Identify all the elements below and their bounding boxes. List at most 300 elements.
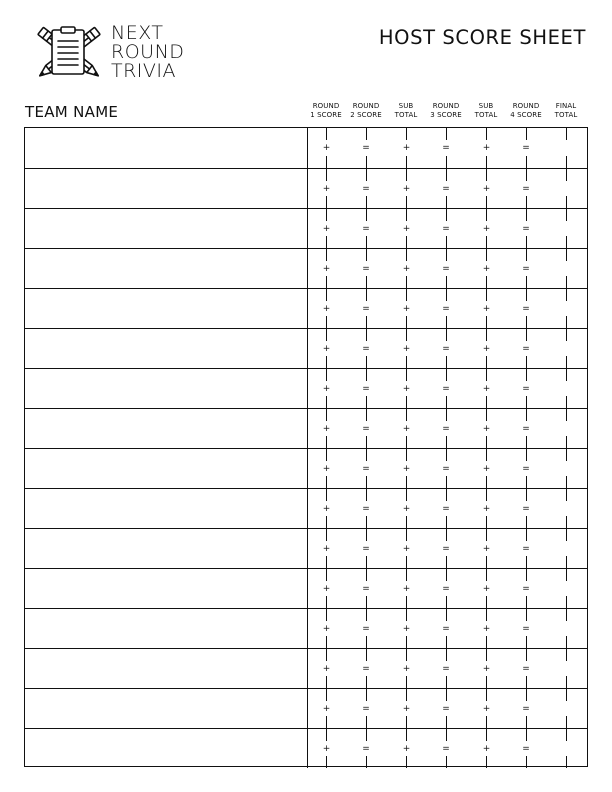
score-cell-1[interactable]: [306, 369, 346, 408]
score-cell-3[interactable]: [386, 329, 426, 368]
score-cell-3[interactable]: [386, 209, 426, 248]
score-cell-7[interactable]: [546, 209, 586, 248]
score-cell-1[interactable]: [306, 529, 346, 568]
cell-divider-tick: [526, 289, 527, 301]
score-cell-4[interactable]: [426, 569, 466, 608]
cell-divider-tick: [326, 689, 327, 701]
score-cell-5[interactable]: [466, 729, 506, 768]
cell-divider-tick: [566, 276, 567, 288]
score-cell-4[interactable]: [426, 649, 466, 688]
score-cell-5[interactable]: [466, 529, 506, 568]
score-cell-6[interactable]: [506, 569, 546, 608]
cell-divider-tick: [486, 249, 487, 261]
plus-sign: +: [322, 544, 331, 554]
cell-divider-tick: [446, 356, 447, 368]
plus-sign: +: [482, 424, 491, 434]
cell-divider-tick: [446, 169, 447, 181]
team-name-cell[interactable]: [25, 689, 308, 728]
score-cell-7[interactable]: [546, 249, 586, 288]
cell-divider-tick: [486, 649, 487, 661]
score-cell-6[interactable]: [506, 249, 546, 288]
score-cell-3[interactable]: [386, 289, 426, 328]
cell-divider-tick: [566, 409, 567, 421]
cell-divider-tick: [526, 489, 527, 501]
cell-divider-tick: [446, 729, 447, 741]
cell-divider-tick: [326, 316, 327, 328]
score-cell-2[interactable]: [346, 649, 386, 688]
plus-sign: +: [322, 143, 331, 153]
score-cell-2[interactable]: [346, 329, 386, 368]
team-name-header: TEAM NAME: [25, 103, 119, 121]
plus-sign: +: [322, 664, 331, 674]
cell-divider-tick: [366, 569, 367, 581]
score-cell-4[interactable]: [426, 529, 466, 568]
score-cell-5[interactable]: [466, 249, 506, 288]
cell-divider-tick: [406, 316, 407, 328]
equals-sign: =: [362, 504, 370, 514]
team-name-cell[interactable]: [25, 569, 308, 608]
cell-divider-tick: [486, 529, 487, 541]
equals-sign: =: [362, 584, 370, 594]
score-cell-2[interactable]: [346, 169, 386, 208]
score-cell-6[interactable]: [506, 609, 546, 648]
cell-divider-tick: [486, 236, 487, 248]
cell-divider-tick: [366, 369, 367, 381]
plus-sign: +: [482, 504, 491, 514]
cell-divider-tick: [366, 396, 367, 408]
cell-divider-tick: [566, 609, 567, 621]
cell-divider-tick: [526, 609, 527, 621]
cell-divider-tick: [366, 649, 367, 661]
score-cell-6[interactable]: [506, 289, 546, 328]
cell-divider-tick: [326, 236, 327, 248]
team-name-cell[interactable]: [25, 169, 308, 208]
cell-divider-tick: [526, 676, 527, 688]
team-name-cell[interactable]: [25, 529, 308, 568]
score-cell-2[interactable]: [346, 209, 386, 248]
score-cell-5[interactable]: [466, 128, 506, 168]
score-cell-2[interactable]: [346, 128, 386, 168]
cell-divider-tick: [326, 516, 327, 528]
score-cell-2[interactable]: [346, 449, 386, 488]
cell-divider-tick: [406, 449, 407, 461]
score-cell-5[interactable]: [466, 369, 506, 408]
cell-divider-tick: [566, 676, 567, 688]
equals-sign: =: [362, 384, 370, 394]
plus-sign: +: [402, 544, 411, 554]
cell-divider-tick: [406, 569, 407, 581]
cell-divider-tick: [446, 156, 447, 168]
score-cell-4[interactable]: [426, 729, 466, 768]
column-header-line2: TOTAL: [474, 111, 498, 119]
cell-divider-tick: [326, 276, 327, 288]
cell-divider-tick: [486, 128, 487, 140]
score-cell-7[interactable]: [546, 609, 586, 648]
score-cell-6[interactable]: [506, 369, 546, 408]
score-cell-3[interactable]: [386, 729, 426, 768]
logo-line-next: NEXT: [111, 22, 164, 44]
cell-divider-tick: [486, 196, 487, 208]
team-name-cell[interactable]: [25, 289, 308, 328]
score-cell-3[interactable]: [386, 529, 426, 568]
score-cell-7[interactable]: [546, 689, 586, 728]
cell-divider-tick: [526, 409, 527, 421]
score-cell-5[interactable]: [466, 329, 506, 368]
cell-divider-tick: [406, 676, 407, 688]
cell-divider-tick: [486, 556, 487, 568]
table-row: [25, 528, 587, 568]
score-cell-2[interactable]: [346, 289, 386, 328]
score-cell-2[interactable]: [346, 569, 386, 608]
score-cell-6[interactable]: [506, 489, 546, 528]
cell-divider-tick: [526, 369, 527, 381]
score-cell-4[interactable]: [426, 609, 466, 648]
equals-sign: =: [362, 224, 370, 234]
plus-sign: +: [402, 384, 411, 394]
plus-sign: +: [322, 624, 331, 634]
equals-sign: =: [442, 584, 450, 594]
score-cell-6[interactable]: [506, 449, 546, 488]
score-cell-7[interactable]: [546, 529, 586, 568]
cell-divider-tick: [326, 449, 327, 461]
cell-divider-tick: [366, 729, 367, 741]
cell-divider-tick: [446, 636, 447, 648]
cell-divider-tick: [326, 409, 327, 421]
table-row: [25, 328, 587, 368]
score-cell-2[interactable]: [346, 409, 386, 448]
score-cell-3[interactable]: [386, 128, 426, 168]
cell-divider-tick: [566, 209, 567, 221]
cell-divider-tick: [486, 369, 487, 381]
cell-divider-tick: [366, 329, 367, 341]
score-cell-1[interactable]: [306, 729, 346, 768]
team-name-cell[interactable]: [25, 329, 308, 368]
team-name-cell[interactable]: [25, 128, 308, 168]
score-cell-1[interactable]: [306, 609, 346, 648]
score-cell-1[interactable]: [306, 449, 346, 488]
cell-divider-tick: [366, 516, 367, 528]
cell-divider-tick: [486, 756, 487, 768]
score-cell-7[interactable]: [546, 169, 586, 208]
cell-divider-tick: [326, 756, 327, 768]
score-cell-5[interactable]: [466, 569, 506, 608]
score-cell-2[interactable]: [346, 729, 386, 768]
score-cell-1[interactable]: [306, 489, 346, 528]
score-cell-1[interactable]: [306, 569, 346, 608]
score-cell-6[interactable]: [506, 689, 546, 728]
cell-divider-tick: [406, 169, 407, 181]
cell-divider-tick: [566, 636, 567, 648]
cell-divider-tick: [406, 356, 407, 368]
cell-divider-tick: [326, 529, 327, 541]
score-cell-7[interactable]: [546, 369, 586, 408]
cell-divider-tick: [526, 396, 527, 408]
score-cell-3[interactable]: [386, 609, 426, 648]
score-cell-5[interactable]: [466, 289, 506, 328]
team-name-cell[interactable]: [25, 249, 308, 288]
column-header-line1: ROUND: [312, 102, 340, 110]
cell-divider-tick: [566, 716, 567, 728]
plus-sign: +: [402, 624, 411, 634]
equals-sign: =: [362, 744, 370, 754]
cell-divider-tick: [526, 128, 527, 140]
cell-divider-tick: [566, 169, 567, 181]
logo-wordmark: [111, 24, 184, 81]
score-cell-5[interactable]: [466, 689, 506, 728]
score-cell-5[interactable]: [466, 489, 506, 528]
team-name-cell[interactable]: [25, 729, 308, 768]
table-row: [25, 488, 587, 528]
score-cell-3[interactable]: [386, 169, 426, 208]
cell-divider-tick: [446, 289, 447, 301]
score-cell-3[interactable]: [386, 409, 426, 448]
score-cell-7[interactable]: [546, 329, 586, 368]
score-cell-1[interactable]: [306, 329, 346, 368]
score-cell-1[interactable]: [306, 689, 346, 728]
cell-divider-tick: [406, 729, 407, 741]
cell-divider-tick: [446, 689, 447, 701]
equals-sign: =: [442, 304, 450, 314]
plus-sign: +: [482, 143, 491, 153]
cell-divider-tick: [366, 676, 367, 688]
column-header-line1: SUB: [478, 102, 494, 110]
team-name-cell[interactable]: [25, 609, 308, 648]
cell-divider-tick: [486, 636, 487, 648]
cell-divider-tick: [526, 169, 527, 181]
cell-divider-tick: [566, 569, 567, 581]
score-cell-6[interactable]: [506, 209, 546, 248]
score-cell-7[interactable]: [546, 289, 586, 328]
column-header-line2: 3 SCORE: [430, 111, 462, 119]
score-cell-5[interactable]: [466, 649, 506, 688]
cell-divider-tick: [566, 249, 567, 261]
team-name-cell[interactable]: [25, 449, 308, 488]
plus-sign: +: [482, 304, 491, 314]
score-cell-1[interactable]: [306, 128, 346, 168]
score-cell-3[interactable]: [386, 569, 426, 608]
cell-divider-tick: [446, 449, 447, 461]
cell-divider-tick: [566, 756, 567, 768]
cell-divider-tick: [566, 128, 567, 140]
score-cell-1[interactable]: [306, 209, 346, 248]
score-cell-2[interactable]: [346, 609, 386, 648]
score-cell-4[interactable]: [426, 409, 466, 448]
cell-divider-tick: [566, 369, 567, 381]
score-cell-2[interactable]: [346, 489, 386, 528]
cell-divider-tick: [486, 596, 487, 608]
cell-divider-tick: [526, 756, 527, 768]
plus-sign: +: [322, 584, 331, 594]
table-row: [25, 168, 587, 208]
cell-divider-tick: [406, 128, 407, 140]
score-cell-5[interactable]: [466, 609, 506, 648]
cell-divider-tick: [326, 596, 327, 608]
score-cell-2[interactable]: [346, 529, 386, 568]
score-cell-4[interactable]: [426, 329, 466, 368]
cell-divider-tick: [326, 196, 327, 208]
table-row: [25, 608, 587, 648]
cell-divider-tick: [446, 569, 447, 581]
score-cell-7[interactable]: [546, 569, 586, 608]
score-cell-2[interactable]: [346, 369, 386, 408]
cell-divider-tick: [446, 369, 447, 381]
score-cell-3[interactable]: [386, 689, 426, 728]
equals-sign: =: [442, 224, 450, 234]
plus-sign: +: [402, 504, 411, 514]
score-cell-3[interactable]: [386, 489, 426, 528]
cell-divider-tick: [566, 489, 567, 501]
score-cell-6[interactable]: [506, 329, 546, 368]
score-cell-4[interactable]: [426, 689, 466, 728]
score-cell-6[interactable]: [506, 128, 546, 168]
score-cell-6[interactable]: [506, 169, 546, 208]
column-header-1: [306, 102, 346, 120]
cell-divider-tick: [566, 236, 567, 248]
score-cell-6[interactable]: [506, 409, 546, 448]
cell-divider-tick: [406, 289, 407, 301]
score-cell-2[interactable]: [346, 689, 386, 728]
score-cell-1[interactable]: [306, 409, 346, 448]
equals-sign: =: [522, 584, 530, 594]
score-cell-7[interactable]: [546, 449, 586, 488]
score-cell-6[interactable]: [506, 649, 546, 688]
score-cell-5[interactable]: [466, 409, 506, 448]
cell-divider-tick: [366, 689, 367, 701]
score-cell-7[interactable]: [546, 649, 586, 688]
score-cell-6[interactable]: [506, 529, 546, 568]
cell-divider-tick: [406, 196, 407, 208]
score-cell-4[interactable]: [426, 369, 466, 408]
cell-divider-tick: [446, 596, 447, 608]
equals-sign: =: [442, 664, 450, 674]
plus-sign: +: [482, 384, 491, 394]
plus-sign: +: [402, 744, 411, 754]
plus-sign: +: [482, 584, 491, 594]
equals-sign: =: [522, 304, 530, 314]
cell-divider-tick: [526, 476, 527, 488]
cell-divider-tick: [406, 156, 407, 168]
score-cell-4[interactable]: [426, 449, 466, 488]
equals-sign: =: [362, 464, 370, 474]
cell-divider-tick: [326, 636, 327, 648]
equals-sign: =: [442, 143, 450, 153]
column-header-4: [426, 102, 466, 120]
cell-divider-tick: [526, 636, 527, 648]
plus-sign: +: [322, 344, 331, 354]
score-cell-5[interactable]: [466, 169, 506, 208]
score-cell-6[interactable]: [506, 729, 546, 768]
cell-divider-tick: [406, 596, 407, 608]
cell-divider-tick: [566, 316, 567, 328]
team-name-cell[interactable]: [25, 369, 308, 408]
cell-divider-tick: [526, 276, 527, 288]
score-cell-1[interactable]: [306, 289, 346, 328]
cell-divider-tick: [326, 729, 327, 741]
plus-sign: +: [322, 704, 331, 714]
table-row: [25, 568, 587, 608]
equals-sign: =: [522, 544, 530, 554]
cell-divider-tick: [446, 756, 447, 768]
cell-divider-tick: [326, 436, 327, 448]
cell-divider-tick: [446, 609, 447, 621]
team-name-cell[interactable]: [25, 649, 308, 688]
cell-divider-tick: [446, 476, 447, 488]
team-name-cell[interactable]: [25, 489, 308, 528]
equals-sign: =: [522, 264, 530, 274]
cell-divider-tick: [366, 716, 367, 728]
cell-divider-tick: [326, 249, 327, 261]
cell-divider-tick: [486, 689, 487, 701]
equals-sign: =: [522, 384, 530, 394]
equals-sign: =: [442, 384, 450, 394]
score-cell-2[interactable]: [346, 249, 386, 288]
cell-divider-tick: [486, 676, 487, 688]
cell-divider-tick: [366, 316, 367, 328]
plus-sign: +: [322, 424, 331, 434]
plus-sign: +: [482, 744, 491, 754]
cell-divider-tick: [366, 169, 367, 181]
equals-sign: =: [442, 424, 450, 434]
equals-sign: =: [442, 744, 450, 754]
score-cell-3[interactable]: [386, 649, 426, 688]
team-name-cell[interactable]: [25, 409, 308, 448]
score-grid: [24, 127, 588, 767]
plus-sign: +: [482, 344, 491, 354]
score-cell-7[interactable]: [546, 729, 586, 768]
score-cell-3[interactable]: [386, 369, 426, 408]
cell-divider-tick: [526, 329, 527, 341]
cell-divider-tick: [446, 316, 447, 328]
score-cell-3[interactable]: [386, 249, 426, 288]
score-cell-4[interactable]: [426, 489, 466, 528]
score-cell-4[interactable]: [426, 209, 466, 248]
score-cell-5[interactable]: [466, 209, 506, 248]
team-name-cell[interactable]: [25, 209, 308, 248]
score-cell-5[interactable]: [466, 449, 506, 488]
plus-sign: +: [402, 664, 411, 674]
score-cell-4[interactable]: [426, 128, 466, 168]
cell-divider-tick: [566, 329, 567, 341]
cell-divider-tick: [326, 489, 327, 501]
table-row: [25, 688, 587, 728]
score-cell-1[interactable]: [306, 169, 346, 208]
score-cell-1[interactable]: [306, 649, 346, 688]
cell-divider-tick: [406, 756, 407, 768]
equals-sign: =: [522, 704, 530, 714]
equals-sign: =: [362, 264, 370, 274]
score-cell-1[interactable]: [306, 249, 346, 288]
cell-divider-tick: [406, 476, 407, 488]
score-cell-7[interactable]: [546, 409, 586, 448]
cell-divider-tick: [326, 396, 327, 408]
score-cell-7[interactable]: [546, 489, 586, 528]
score-cell-4[interactable]: [426, 249, 466, 288]
score-cell-4[interactable]: [426, 169, 466, 208]
score-cell-3[interactable]: [386, 449, 426, 488]
plus-sign: +: [402, 304, 411, 314]
cell-divider-tick: [446, 209, 447, 221]
cell-divider-tick: [366, 409, 367, 421]
cell-divider-tick: [366, 756, 367, 768]
cell-divider-tick: [566, 516, 567, 528]
cell-divider-tick: [406, 249, 407, 261]
equals-sign: =: [522, 184, 530, 194]
cell-divider-tick: [406, 329, 407, 341]
score-cell-7[interactable]: [546, 128, 586, 168]
cell-divider-tick: [566, 449, 567, 461]
score-cell-4[interactable]: [426, 289, 466, 328]
equals-sign: =: [522, 624, 530, 634]
